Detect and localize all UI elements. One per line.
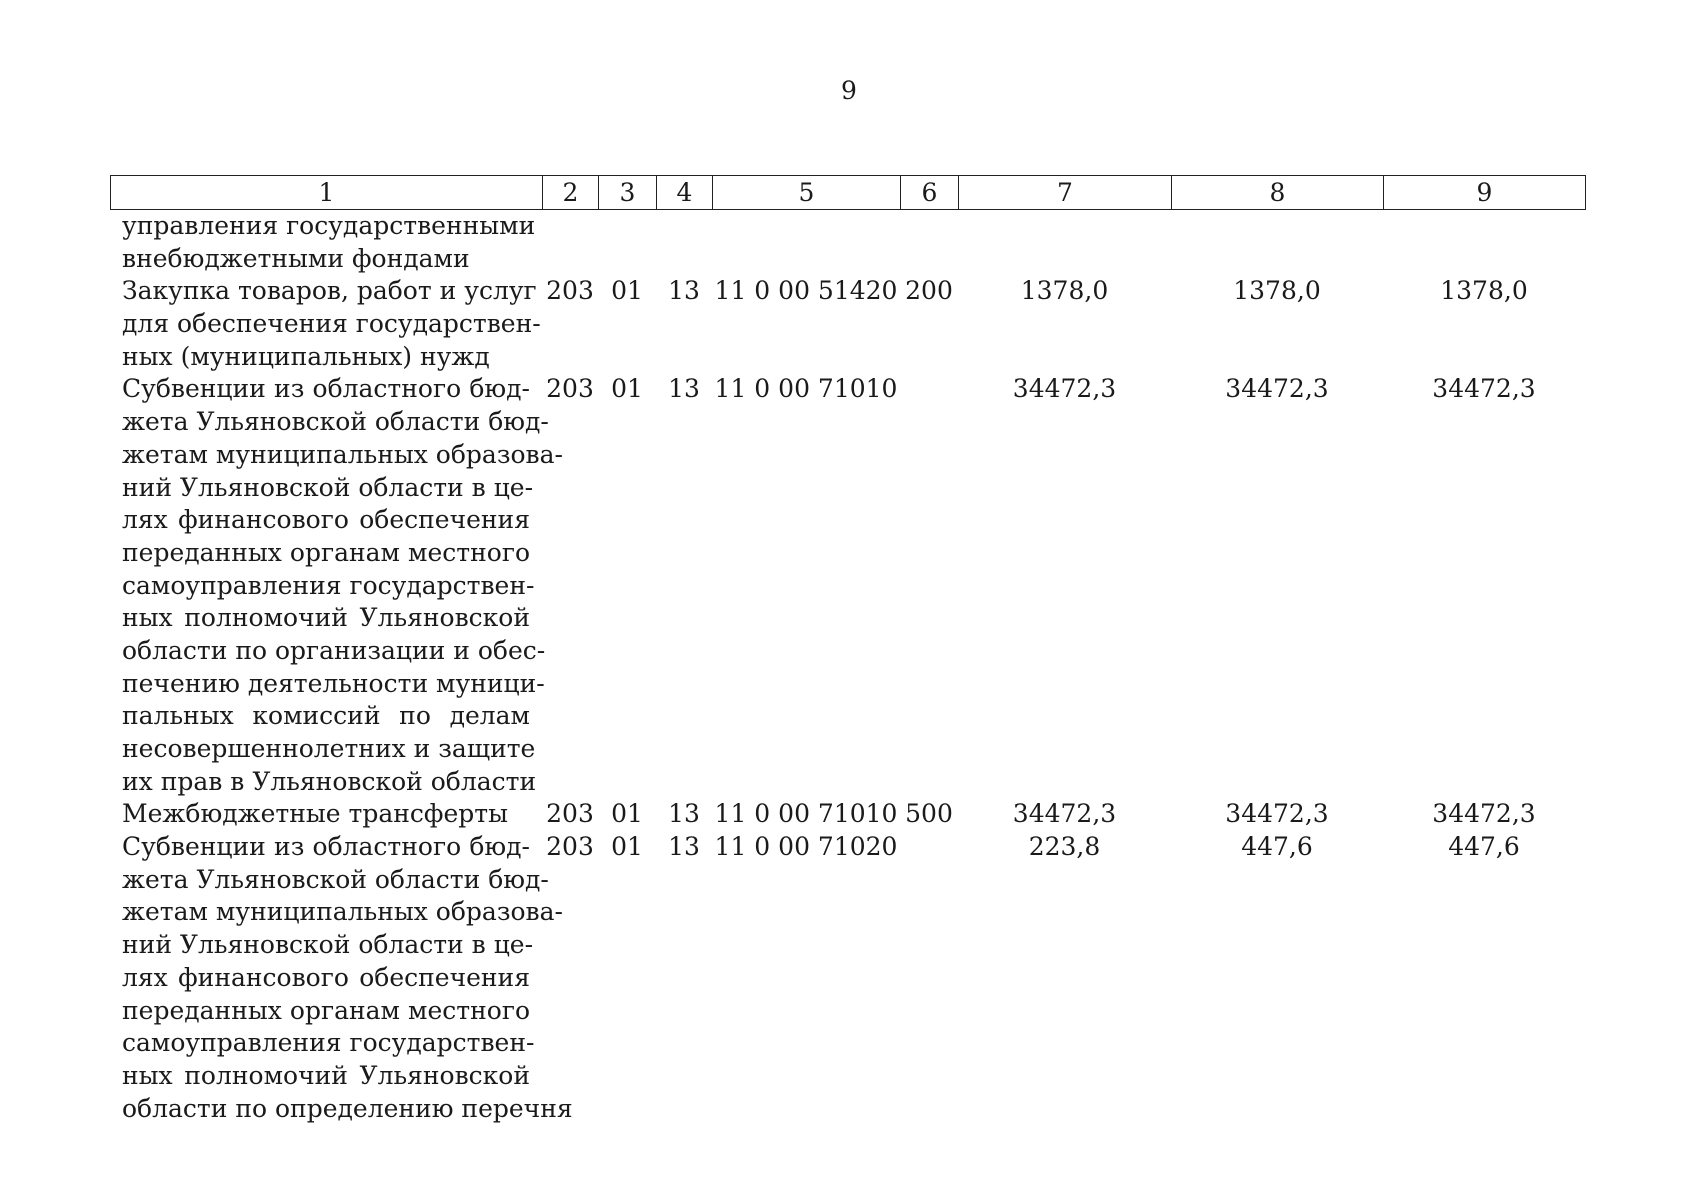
cell-c6: 200 (905, 276, 953, 306)
column-header-8: 8 (1172, 176, 1384, 210)
cell-c8: 447,6 (1241, 832, 1313, 862)
description-line: лях финансового обеспечения (122, 962, 530, 992)
description-line: несовершеннолетних и защите (122, 734, 536, 763)
cell-c3: 01 (611, 276, 643, 306)
cell-c7: 34472,3 (1012, 799, 1117, 829)
description-line: пальных комиссий по делам (122, 701, 530, 731)
table-row (110, 373, 1585, 798)
cell-c3: 01 (611, 374, 643, 404)
cell-c3: 01 (611, 799, 643, 829)
description-line: ных полномочий Ульяновской (122, 603, 530, 633)
description-line: управления государственными (122, 211, 536, 240)
description-line: самоуправления государствен- (122, 1028, 535, 1058)
description-line: Субвенции из областного бюд- (122, 374, 530, 404)
row-description (110, 373, 563, 798)
cell-c5: 11 0 00 71020 (714, 832, 898, 862)
description-line: лях финансового обеспечения (122, 505, 530, 535)
cell-c2: 203 (546, 799, 594, 829)
description-line: Закупка товаров, работ и услуг (122, 276, 537, 306)
cell-c7: 34472,3 (1012, 374, 1117, 404)
description-line: внебюджетными фондами (122, 243, 470, 273)
table-row (110, 275, 1585, 373)
column-header-5: 5 (713, 176, 901, 210)
row-description (110, 210, 536, 275)
description-line: переданных органам местного (122, 537, 530, 567)
cell-c9: 34472,3 (1432, 374, 1536, 404)
description-line: переданных органам местного (122, 995, 530, 1025)
page-number: 9 (841, 76, 857, 105)
description-line: самоуправления государствен- (122, 570, 535, 600)
description-line: жетам муниципальных образова- (122, 897, 563, 927)
cell-c4: 13 (668, 276, 700, 306)
cell-c7: 223,8 (1028, 832, 1101, 862)
column-header-9: 9 (1384, 176, 1586, 210)
cell-c4: 13 (668, 799, 700, 829)
description-line: жета Ульяновской области бюд- (122, 864, 549, 894)
description-line: ний Ульяновской области в це- (122, 930, 534, 960)
row-description (110, 275, 541, 373)
cell-c2: 203 (546, 832, 594, 862)
cell-c3: 01 (611, 832, 643, 862)
cell-c9: 1378,0 (1440, 276, 1528, 306)
description-line: Межбюджетные трансферты (122, 799, 509, 829)
cell-c5: 11 0 00 71010 (714, 374, 898, 404)
description-line: области по организации и обес- (122, 635, 546, 665)
cell-c5: 11 0 00 71010 (714, 799, 898, 829)
column-header-1: 1 (111, 176, 543, 210)
column-header-6: 6 (901, 176, 959, 210)
description-line: для обеспечения государствен- (122, 309, 541, 339)
description-line: области по определению перечня (122, 1093, 573, 1123)
column-header-3: 3 (599, 176, 657, 210)
cell-c2: 203 (546, 374, 594, 404)
cell-c7: 1378,0 (1020, 276, 1109, 306)
description-line: Субвенции из областного бюд- (122, 832, 530, 862)
cell-c4: 13 (668, 832, 700, 862)
cell-c8: 1378,0 (1233, 276, 1321, 306)
table-row (110, 831, 1585, 1125)
cell-c6: 500 (905, 799, 953, 829)
description-line: их прав в Ульяновской области (122, 766, 537, 796)
column-header-4: 4 (657, 176, 713, 210)
description-line: ных (муниципальных) нужд (122, 341, 490, 371)
cell-c8: 34472,3 (1225, 799, 1329, 829)
description-line: жета Ульяновской области бюд- (122, 407, 549, 437)
row-description (110, 798, 530, 831)
description-line: ний Ульяновской области в це- (122, 472, 534, 502)
description-line: жетам муниципальных образова- (122, 439, 563, 469)
column-number-header (110, 175, 1586, 210)
table-row (110, 210, 1585, 275)
column-header-2: 2 (543, 176, 599, 210)
cell-c9: 34472,3 (1432, 799, 1536, 829)
cell-c9: 447,6 (1448, 832, 1520, 862)
cell-c8: 34472,3 (1225, 374, 1329, 404)
description-line: ных полномочий Ульяновской (122, 1060, 530, 1090)
table-body (110, 210, 1585, 1125)
cell-c4: 13 (668, 374, 700, 404)
column-header-7: 7 (959, 176, 1172, 210)
description-line: печению деятельности муници- (122, 668, 545, 698)
cell-c5: 11 0 00 51420 (714, 276, 898, 306)
cell-c2: 203 (546, 276, 594, 306)
table-row (110, 798, 1585, 831)
